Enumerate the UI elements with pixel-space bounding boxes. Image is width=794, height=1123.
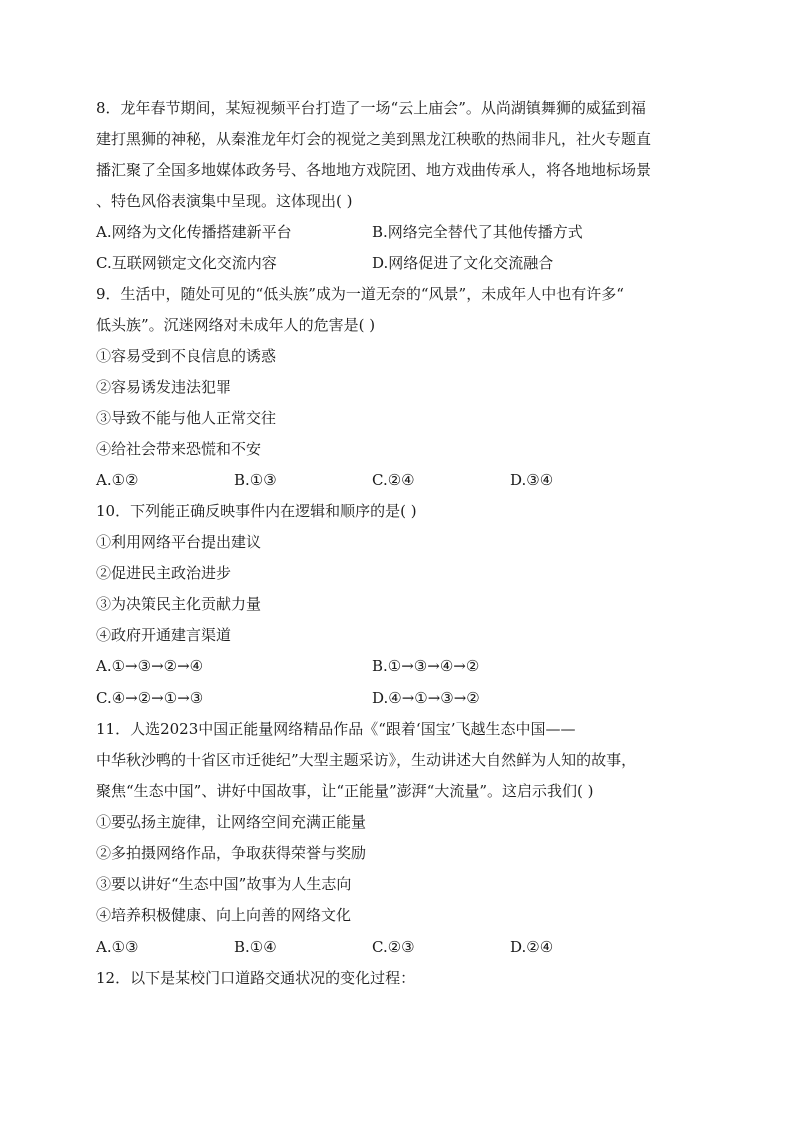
q10-option-c: C.④→②→①→③ <box>96 689 204 707</box>
q8-option-c: C.互联网锁定文化交流内容 <box>96 254 277 272</box>
q11-item-2: ②多拍摄网络作品，争取获得荣誉与奖励 <box>96 844 367 862</box>
q9-item-4: ④给社会带来恐慌和不安 <box>96 440 262 458</box>
q11-option-d: D.②④ <box>510 938 554 956</box>
q8-option-d: D.网络促进了文化交流融合 <box>372 254 554 272</box>
q10-option-a: A.①→③→②→④ <box>96 657 204 675</box>
q9-stem-line-2: 低头族”。沉迷网络对未成年人的危害是( ) <box>96 316 376 334</box>
q11-stem-line-1: 11．人选2023中国正能量网络精品作品《“跟着‘国宝’飞越生态中国—— <box>96 720 576 738</box>
q8-stem-line-2: 建打黑狮的神秘，从秦淮龙年灯会的视觉之美到黑龙江秧歌的热闹非凡，社火专题直 <box>96 130 652 148</box>
q11-option-b: B.①④ <box>234 938 277 956</box>
q11-stem-line-2: 中华秋沙鸭的十省区市迁徙纪”大型主题采访》，生动讲述大自然鲜为人知的故事， <box>96 751 637 769</box>
q11-item-4: ④培养积极健康、向上向善的网络文化 <box>96 906 352 924</box>
q10-option-b: B.①→③→④→② <box>372 657 480 675</box>
q12-stem-line-1: 12．以下是某校门口道路交通状况的变化过程： <box>96 969 416 987</box>
q11-item-1: ①要弘扬主旋律，让网络空间充满正能量 <box>96 813 367 831</box>
q9-item-2: ②容易诱发违法犯罪 <box>96 378 232 396</box>
q10-item-3: ③为决策民主化贡献力量 <box>96 595 262 613</box>
q10-item-2: ②促进民主政治进步 <box>96 564 232 582</box>
q9-item-3: ③导致不能与他人正常交往 <box>96 409 277 427</box>
q9-option-d: D.③④ <box>510 471 554 489</box>
q9-option-c: C.②④ <box>372 471 415 489</box>
q11-option-c: C.②③ <box>372 938 415 956</box>
q8-option-a: A.网络为文化传播搭建新平台 <box>96 223 292 241</box>
q8-stem-line-1: 8．龙年春节期间，某短视频平台打造了一场“云上庙会”。从尚湖镇舞狮的威猛到福 <box>96 99 646 117</box>
q8-stem-line-3: 播汇聚了全国多地媒体政务号、各地地方戏院团、地方戏曲传承人，将各地地标场景 <box>96 161 652 179</box>
q10-item-1: ①利用网络平台提出建议 <box>96 533 262 551</box>
q10-item-4: ④政府开通建言渠道 <box>96 626 232 644</box>
q9-item-1: ①容易受到不良信息的诱惑 <box>96 347 277 365</box>
q10-stem-line-1: 10．下列能正确反映事件内在逻辑和顺序的是( ) <box>96 502 417 520</box>
q8-stem-line-4: 、特色风俗表演集中呈现。这体现出( ) <box>96 192 353 210</box>
q11-item-3: ③要以讲好“生态中国”故事为人生志向 <box>96 875 352 893</box>
q9-option-b: B.①③ <box>234 471 277 489</box>
q11-option-a: A.①③ <box>96 938 139 956</box>
q9-stem-line-1: 9．生活中，随处可见的“低头族”成为一道无奈的“风景”，未成年人中也有许多“ <box>96 285 624 303</box>
q8-option-b: B.网络完全替代了其他传播方式 <box>372 223 583 241</box>
q9-option-a: A.①② <box>96 471 139 489</box>
q11-stem-line-3: 聚焦“生态中国”、讲好中国故事，让“正能量”澎湃“大流量”。这启示我们( ) <box>96 782 594 800</box>
q10-option-d: D.④→①→③→② <box>372 689 480 707</box>
